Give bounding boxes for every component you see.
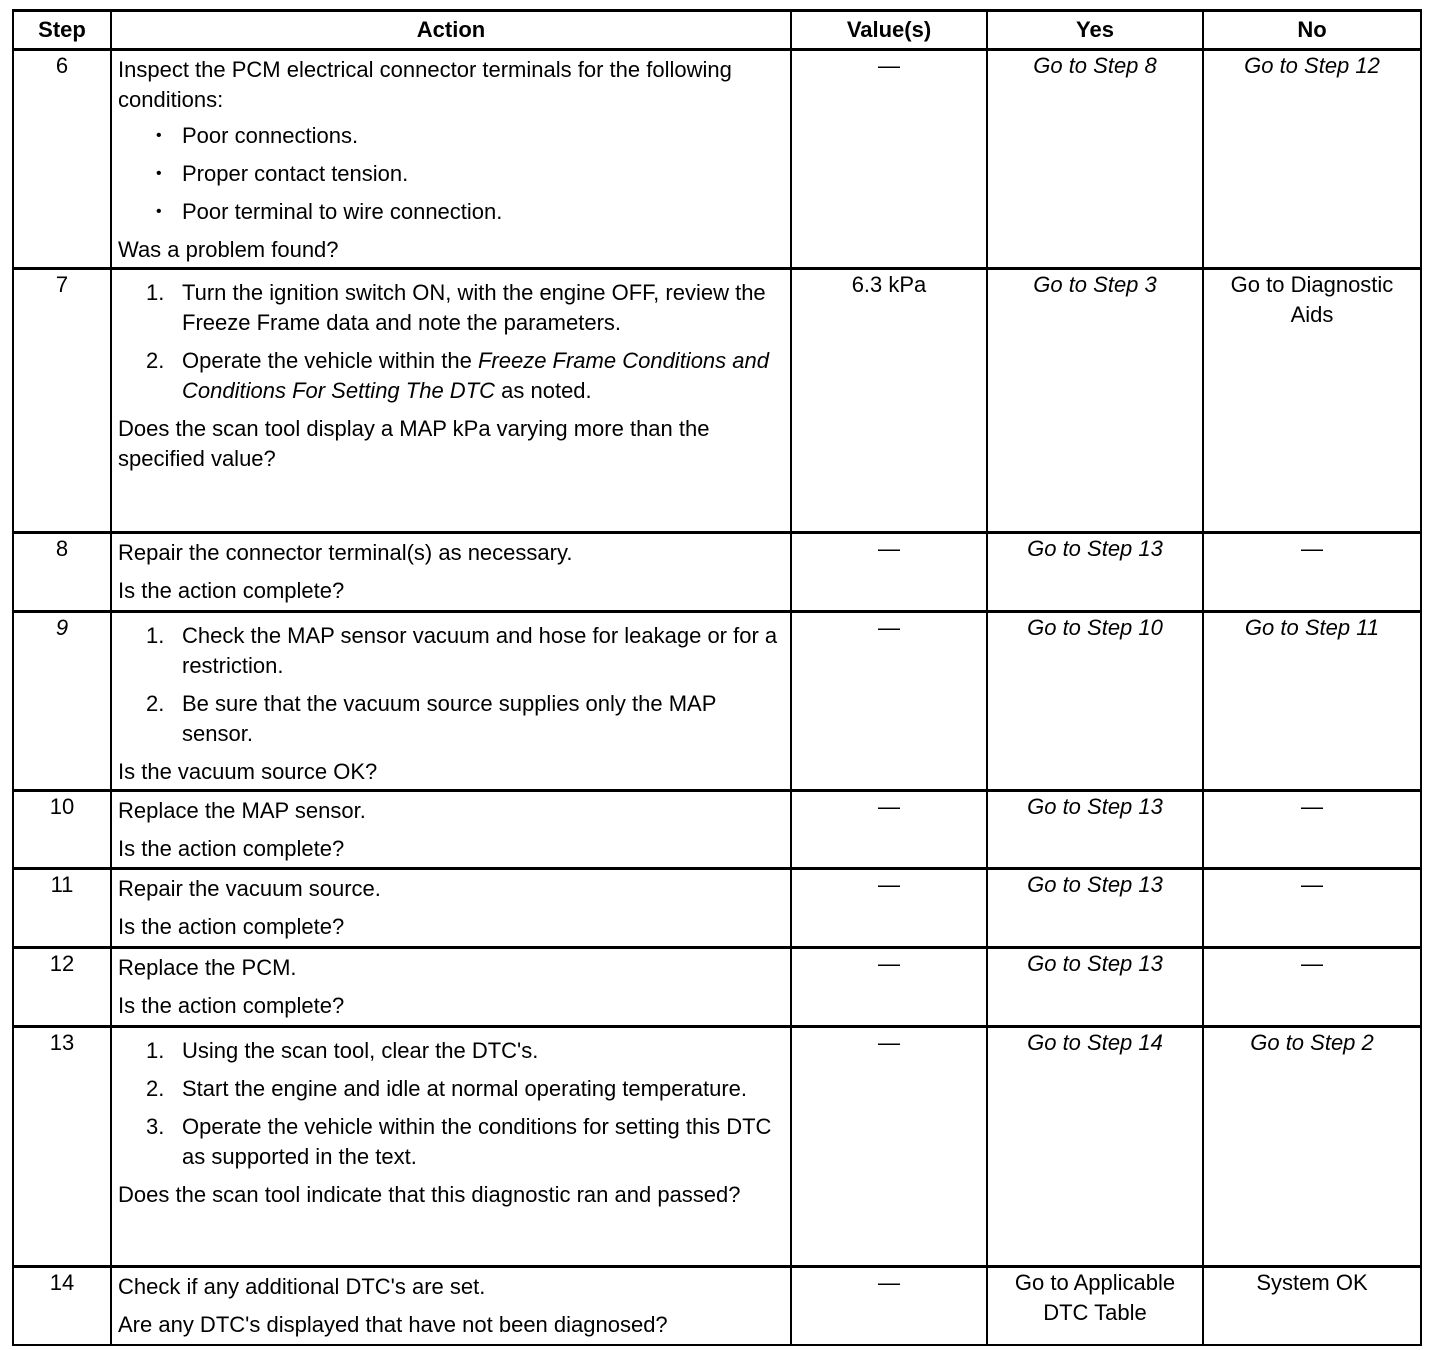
step-number: 11 (13, 869, 111, 948)
action-line: Repair the vacuum source. (118, 876, 381, 901)
list-item (118, 621, 784, 681)
no-answer: — (1203, 948, 1421, 1027)
value-cell: — (791, 533, 987, 612)
action-cell (111, 1267, 791, 1345)
header-action: Action (111, 11, 791, 50)
value-cell: — (791, 612, 987, 791)
action-line: Repair the connector terminal(s) as necessary. (118, 540, 573, 565)
yes-answer: Go to Step 13 (987, 791, 1203, 869)
list-item (118, 278, 784, 338)
list-item (118, 1074, 784, 1104)
substep-number: 2. (146, 1076, 165, 1101)
substep-number: 1. (146, 280, 165, 305)
substep-text-pre: Operate the vehicle within the (182, 348, 478, 373)
action-question: Does the scan tool display a MAP kPa varying more than the specified value? (118, 416, 710, 471)
list-item: • Poor terminal to wire connection. (118, 197, 784, 227)
substep-text: Start the engine and idle at normal operating temperature. (182, 1076, 748, 1101)
action-question: Is the action complete? (118, 578, 345, 603)
substep-number: 2. (146, 348, 165, 373)
action-line: Check if any additional DTC's are set. (118, 1274, 486, 1299)
action-question: Is the vacuum source OK? (118, 759, 378, 784)
value-cell: — (791, 1027, 987, 1267)
substep-text: Turn the ignition switch ON, with the engine OFF, review the Freeze Frame data and note the parameters. (182, 280, 766, 335)
list-item: • Poor connections. (118, 121, 784, 151)
header-yes: Yes (987, 11, 1203, 50)
action-cell (111, 948, 791, 1027)
header-values: Value(s) (791, 11, 987, 50)
step-number: 7 (13, 269, 111, 533)
yes-answer: Go to Step 8 (987, 50, 1203, 269)
substep-text-italic: Freeze Frame Conditions and Conditions For Setting The DTC (182, 348, 769, 403)
list-item (118, 689, 784, 749)
step-number: 9 (13, 612, 111, 791)
list-item: • Proper contact tension. (118, 159, 784, 189)
table-row (13, 1027, 1421, 1267)
list-item (118, 346, 784, 406)
header-no: No (1203, 11, 1421, 50)
table-row (13, 948, 1421, 1027)
step-number: 8 (13, 533, 111, 612)
no-answer: — (1203, 533, 1421, 612)
no-answer: — (1203, 791, 1421, 869)
table-row (13, 1267, 1421, 1345)
yes-answer: Go to Step 14 (987, 1027, 1203, 1267)
yes-answer: Go to Applicable DTC Table (987, 1267, 1203, 1345)
procedure-list (118, 621, 784, 749)
step-number: 6 (13, 50, 111, 269)
value-cell: — (791, 50, 987, 269)
action-question: Is the action complete? (118, 993, 345, 1018)
step-number: 14 (13, 1267, 111, 1345)
substep-text: Check the MAP sensor vacuum and hose for leakage or for a restriction. (182, 623, 778, 678)
list-item (118, 1112, 784, 1172)
step-number: 10 (13, 791, 111, 869)
list-item (118, 1036, 784, 1066)
table-row (13, 869, 1421, 948)
header-row (13, 11, 1421, 50)
value-cell: — (791, 869, 987, 948)
header-step: Step (13, 11, 111, 50)
action-intro: Inspect the PCM electrical connector terminals for the following conditions: (118, 57, 732, 112)
yes-answer: Go to Step 3 (987, 269, 1203, 533)
table-row (13, 50, 1421, 269)
table-row (13, 612, 1421, 791)
yes-answer: Go to Step 13 (987, 869, 1203, 948)
procedure-list (118, 278, 784, 406)
value-cell: — (791, 1267, 987, 1345)
no-answer: System OK (1203, 1267, 1421, 1345)
table-row (13, 533, 1421, 612)
substep-number: 1. (146, 1038, 165, 1063)
action-line: Replace the MAP sensor. (118, 798, 366, 823)
substep-number: 3. (146, 1114, 165, 1139)
substep-number: 2. (146, 691, 165, 716)
action-cell (111, 269, 791, 533)
action-cell (111, 869, 791, 948)
substep-text: Using the scan tool, clear the DTC's. (182, 1038, 539, 1063)
no-answer: Go to Step 2 (1203, 1027, 1421, 1267)
action-question: Are any DTC's displayed that have not been diagnosed? (118, 1312, 668, 1337)
yes-answer: Go to Step 13 (987, 533, 1203, 612)
substep-text: Be sure that the vacuum source supplies only the MAP sensor. (182, 691, 716, 746)
value-cell: — (791, 948, 987, 1027)
substep-number: 1. (146, 623, 165, 648)
value-cell: 6.3 kPa (791, 269, 987, 533)
step-number: 13 (13, 1027, 111, 1267)
no-answer: Go to Diagnostic Aids (1203, 269, 1421, 533)
action-cell (111, 791, 791, 869)
table-row (13, 791, 1421, 869)
action-question: Was a problem found? (118, 237, 339, 262)
action-cell (111, 50, 791, 269)
procedure-list (118, 1036, 784, 1172)
action-line: Replace the PCM. (118, 955, 297, 980)
value-cell: — (791, 791, 987, 869)
substep-text-post: as noted. (495, 378, 592, 403)
diagnostic-table (12, 9, 1422, 1346)
yes-answer: Go to Step 10 (987, 612, 1203, 791)
condition-list (118, 121, 784, 227)
no-answer: Go to Step 12 (1203, 50, 1421, 269)
substep-text: Operate the vehicle within the conditions for setting this DTC as supported in the text. (182, 1114, 772, 1169)
action-question: Does the scan tool indicate that this diagnostic ran and passed? (118, 1182, 741, 1207)
table-row (13, 269, 1421, 533)
action-cell (111, 533, 791, 612)
yes-answer: Go to Step 13 (987, 948, 1203, 1027)
action-cell (111, 612, 791, 791)
action-question: Is the action complete? (118, 836, 345, 861)
no-answer: — (1203, 869, 1421, 948)
action-question: Is the action complete? (118, 914, 345, 939)
action-cell (111, 1027, 791, 1267)
no-answer: Go to Step 11 (1203, 612, 1421, 791)
step-number: 12 (13, 948, 111, 1027)
